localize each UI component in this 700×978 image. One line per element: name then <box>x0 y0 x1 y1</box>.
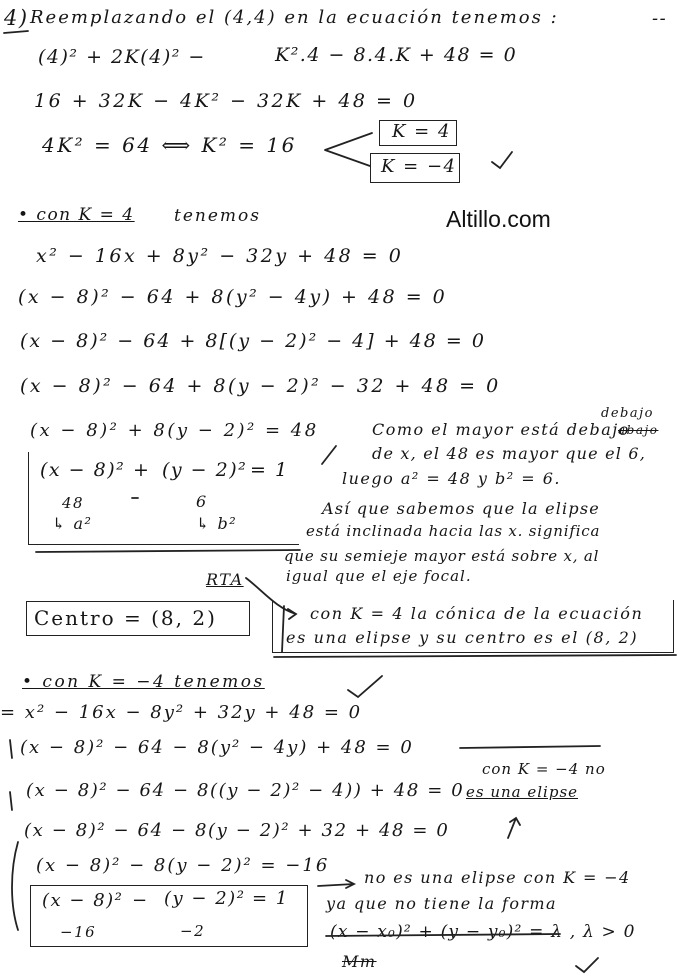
note-line3: luego a² = 48 y b² = 6. <box>342 469 561 488</box>
case2-eq4: (x − 8)² − 64 − 8(y − 2)² + 32 + 48 = 0 <box>24 820 450 841</box>
check-mark-1 <box>492 152 512 168</box>
intro-line2: 16 + 32K − 4K² − 32K + 48 = 0 <box>34 90 418 112</box>
note-line5: está inclinada hacia las x. significa <box>306 522 601 540</box>
case2-eq3: (x − 8)² − 64 − 8((y − 2)² − 4)) + 48 = 0 <box>26 780 465 801</box>
side-note-arrow <box>508 818 520 838</box>
centro-answer: Centro = (8, 2) <box>34 606 217 630</box>
case2-eq2: (x − 8)² − 64 − 8(y² − 4y) + 48 = 0 <box>20 737 414 758</box>
case1-box-underline <box>36 550 300 552</box>
side-note-line2: es una elipse <box>466 783 579 801</box>
note-line7: igual que el eje focal. <box>286 567 472 585</box>
case1-eq3: (x − 8)² − 64 + 8[(y − 2)² − 4] + 48 = 0 <box>20 330 486 352</box>
conclusion-line1: con K = 4 la cónica de la ecuación <box>310 604 644 623</box>
case2-std-den1: −16 <box>60 923 97 941</box>
case1-eq4: (x − 8)² − 64 + 8(y − 2)² − 32 + 48 = 0 <box>20 375 501 397</box>
case2-eq1: = x² − 16x − 8y² + 32y + 48 = 0 <box>0 702 363 723</box>
note-line4: Así que sabemos que la elipse <box>322 499 600 518</box>
conclusion-bar <box>282 606 284 652</box>
case2-std-minus: − <box>132 890 149 911</box>
note-line6: que su semieje mayor está sobre x, al <box>284 547 600 565</box>
case1-eq1: x² − 16x + 8y² − 32y + 48 = 0 <box>36 245 404 267</box>
case2-left-tick2 <box>10 792 12 810</box>
case1-eq5: (x − 8)² + 8(y − 2)² = 48 <box>30 420 319 441</box>
number-underline <box>4 31 28 33</box>
note-line2: de x, el 48 es mayor que el 6, <box>372 444 647 463</box>
case1-std-den2: 6 <box>196 492 208 511</box>
case1-std-a: ↳ a² <box>52 514 93 533</box>
intro-title: Reemplazando el (4,4) en la ecuación tenemos : <box>30 7 559 28</box>
case2-std-num2: (y − 2)² <box>164 888 246 909</box>
side-note-line1: con K = −4 no <box>482 760 606 778</box>
note-debajo-word: debajo <box>601 406 654 421</box>
case1-std-plus: + <box>133 459 151 481</box>
k-negative: K = −4 <box>381 156 457 177</box>
case2-std-num1: (x − 8)² <box>42 890 124 911</box>
note-line1: Como el mayor está debajo <box>372 420 630 439</box>
watermark: Altillo.com <box>446 206 551 232</box>
brace-lines <box>325 133 372 166</box>
case2-heading: • con K = −4 tenemos <box>22 672 265 692</box>
case2-std-den2: −2 <box>180 922 206 940</box>
case1-std-num2: (y − 2)² <box>162 459 248 481</box>
case1-std-den1: 48 <box>62 494 85 512</box>
intro-line1-left: (4)² + 2K(4)² − <box>38 46 206 68</box>
ellipse-form: (x − x₀)² + (y − y₀)² = λ , λ > 0 <box>330 922 636 942</box>
case1-std-num1: (x − 8)² <box>40 459 126 481</box>
check-mark-3 <box>348 676 382 697</box>
dash-mark: -- <box>652 8 668 29</box>
intro-line3: 4K² = 64 ⟺ K² = 16 <box>42 133 297 157</box>
case2-eq5: (x − 8)² − 8(y − 2)² = −16 <box>36 855 330 876</box>
case1-heading: • con K = 4 <box>18 205 135 225</box>
problem-number: 4) <box>4 6 29 30</box>
conclusion-line2: es una elipse y su centro es el (8, 2) <box>286 628 639 647</box>
not-ellipse-line2: ya que no tiene la forma <box>326 894 557 913</box>
case1-eq2: (x − 8)² − 64 + 8(y² − 4y) + 48 = 0 <box>18 286 448 308</box>
divider-2 <box>326 934 560 936</box>
not-ellipse-line1: no es una elipse con K = −4 <box>364 868 631 887</box>
signature: Mm <box>342 952 377 971</box>
case1-std-eq: = 1 <box>250 459 289 481</box>
case1-std-b: ↳ b² <box>196 514 238 533</box>
case2-left-tick <box>10 740 12 758</box>
rta-arrow <box>246 578 296 619</box>
not-ellipse-arrow <box>318 880 354 888</box>
note-struck-word: abajo <box>618 423 659 437</box>
rta-label: RTA <box>206 570 244 589</box>
case2-std-eq: = 1 <box>252 888 289 909</box>
k-positive: K = 4 <box>392 121 451 142</box>
case1-heading-word: tenemos <box>174 206 261 226</box>
check-mark-2 <box>322 446 336 464</box>
check-mark-4 <box>576 958 598 972</box>
divider-1 <box>274 655 676 657</box>
case2-left-bracket <box>12 842 18 930</box>
intro-line1-right: K².4 − 8.4.K + 48 = 0 <box>275 44 518 66</box>
side-note-rule <box>460 746 600 748</box>
